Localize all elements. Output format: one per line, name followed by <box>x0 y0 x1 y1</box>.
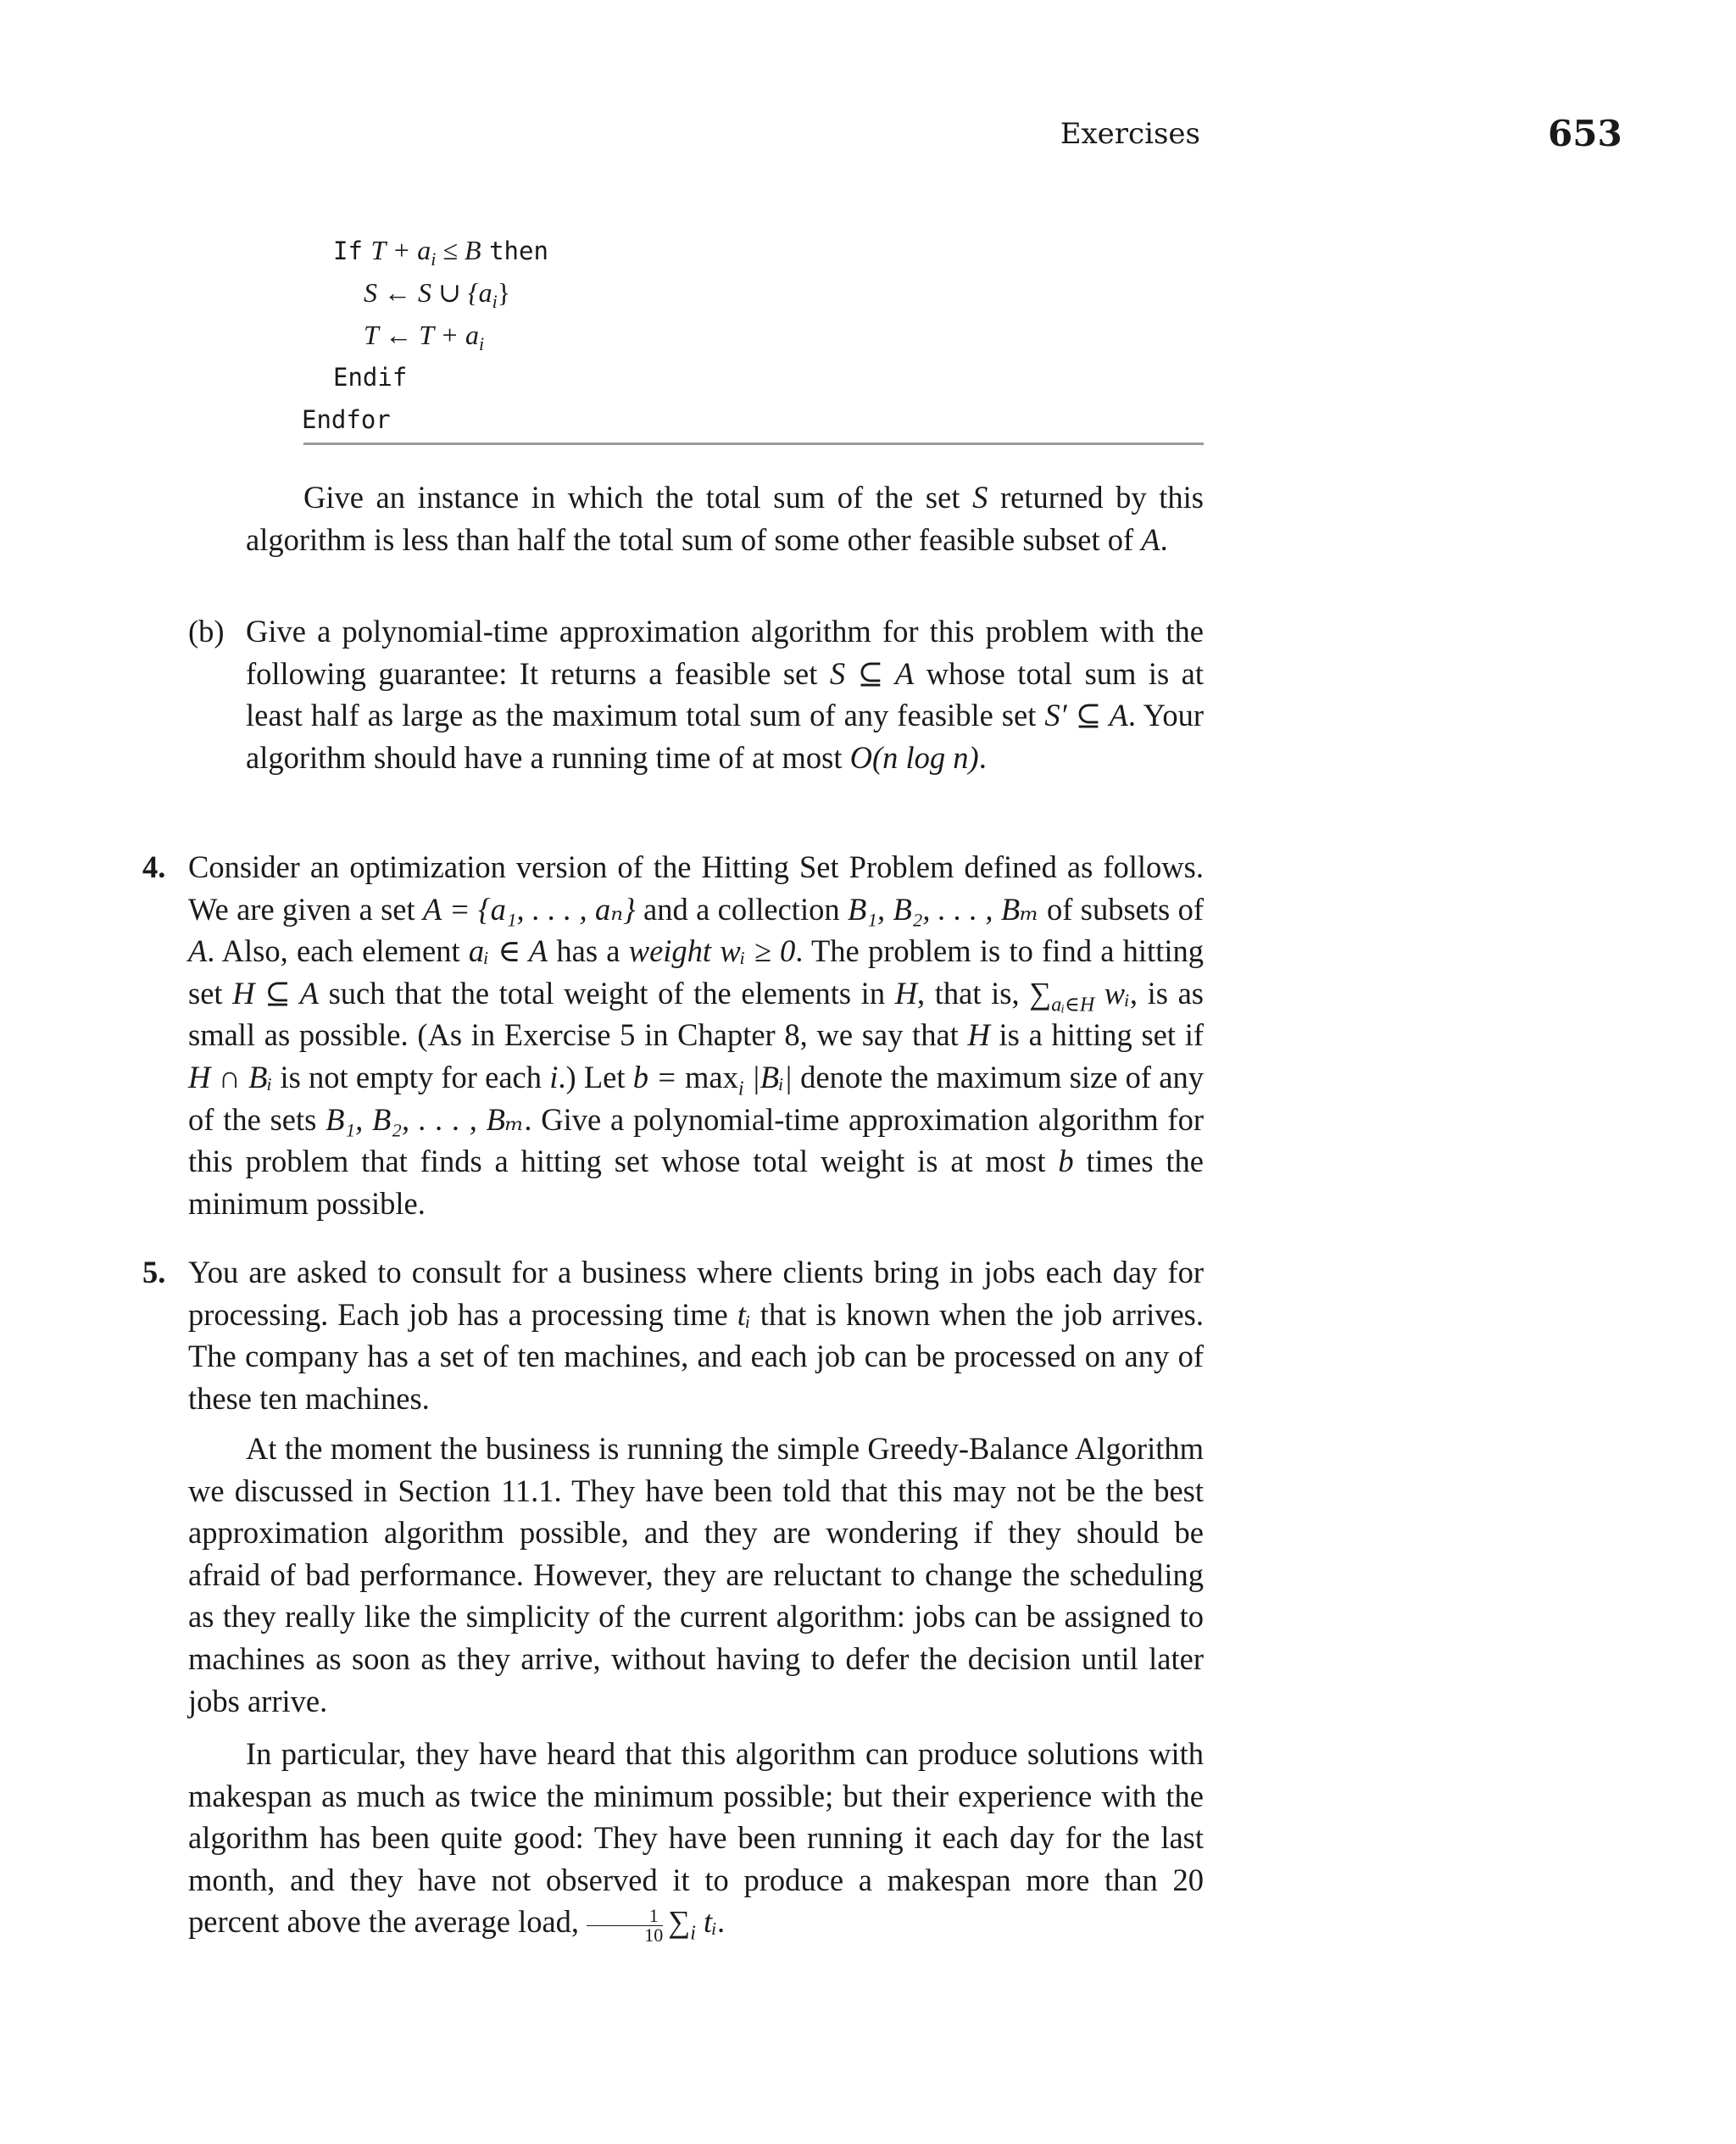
code-line-endif: Endif <box>333 363 408 392</box>
code-block-rule <box>303 443 1204 445</box>
part-a-continuation: Give an instance in which the total sum of the set S returned by this algorithm is less than half the total sum of some other feasible subset of A. <box>246 480 1204 557</box>
exercise-5-paragraph-3: In particular, they have heard that this algorithm can produce solutions with makespan as much as twice the minimum possible; but their experience with the algorithm has been quite good: They have been running it each day for the last month, and they have not observed it to produce a makespan more than 20 percent above the average load, $\frac{1}{10}$ $\sum_i$ tᵢ. <box>188 1736 1204 1946</box>
exercise-4-text: Consider an optimization version of the Hitting Set Problem defined as follows. We are given a set A = {a₁, . . . , aₙ} and a collection B₁, B₂, . . . , Bₘ of subsets of A. Also, each element aᵢ ∈ A has a weight wᵢ ≥ 0. The problem is to find a hitting set H ⊆ A such that the total weight of the elements in H, that is, $\sum_{aᵢ\in H}$ wᵢ, is as small as possible. (As in Exercise 5 in Chapter 8, we say that H is a hitting set if H ∩ Bᵢ is not empty for each i.) Let $b = \max_i$ |Bᵢ| denote the maximum size of any of the sets B₁, B₂, . . . , Bₘ. Give a polynomial-time approximation algorithm for this problem that finds a hitting set whose total weight is at most b times the minimum possible. <box>188 849 1204 1221</box>
exercise-5-number: 5. <box>142 1255 166 1289</box>
pseudocode-block <box>302 229 548 441</box>
exercise-5-paragraph-1: You are asked to consult for a business where clients bring in jobs each day for processing. Each job has a processing time tᵢ that is known when the job arrives. The company has a set of ten machines, and each job can be processed on any of these ten machines. <box>188 1255 1204 1416</box>
running-header-section: Exercises <box>1060 117 1200 151</box>
code-line-if: If $T + a_i \le B$ then <box>333 235 548 270</box>
part-b-label: (b) <box>188 614 225 649</box>
exercise-4-number: 4. <box>142 849 166 884</box>
exercise-5-paragraph-2: At the moment the business is running the simple Greedy-Balance Algorithm we discussed in Section 11.1. They have been told that this may not be the best approximation algorithm possible, and they are wondering if they should be afraid of bad performance. However, they are reluctant to change the scheduling as they really like the simplicity of the current algorithm: jobs can be assigned to machines as soon as they arrive, without having to defer the decision until later jobs arrive. <box>188 1431 1204 1718</box>
code-line-assign-s: S ← S ∪ $\{a_i\}$ <box>364 277 511 312</box>
part-b-text: Give a polynomial-time approximation algorithm for this problem with the following guarantee: It returns a feasible set S ⊆ A whose total sum is at least half as large as the maximum total sum of any feasible set S′ ⊆ A. Your algorithm should have a running time of at most O(n log n). <box>246 614 1204 775</box>
code-line-endfor: Endfor <box>302 405 391 434</box>
code-line-assign-t: T ← $T + a_i$ <box>364 320 485 354</box>
fraction-one-tenth: $\frac{1}{10}$ <box>587 1907 663 1945</box>
page-number: 653 <box>1548 113 1622 154</box>
